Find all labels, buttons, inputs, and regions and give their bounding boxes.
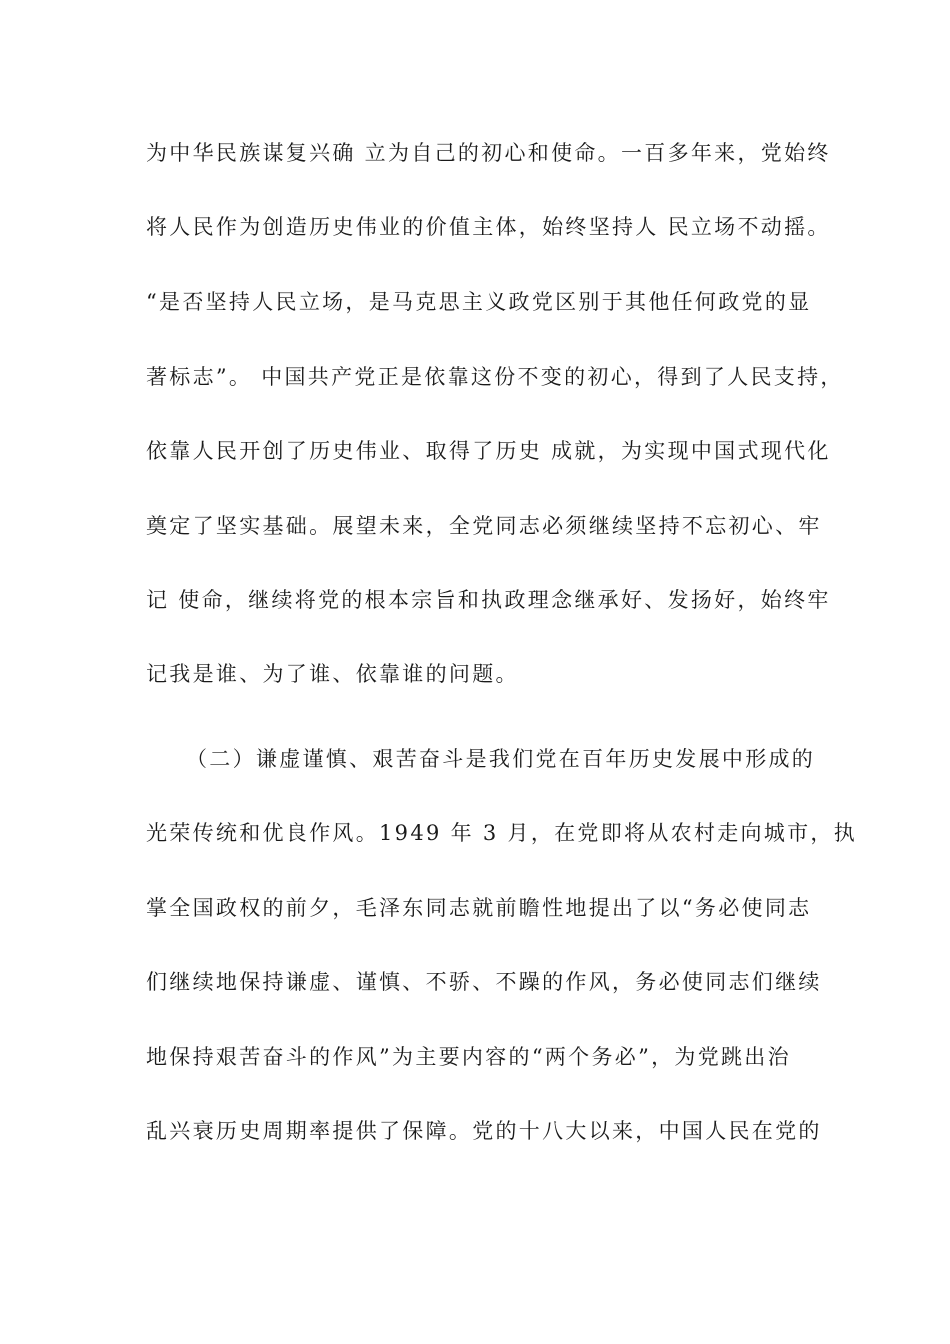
text-line: 光荣传统和优良作风。1949 年 3 月，在党即将从农村走向城市，执 — [146, 821, 858, 845]
text-line: 著标志”。 中国共产党正是依靠这份不变的初心，得到了人民支持， — [146, 365, 844, 389]
text-line: 记 使命，继续将党的根本宗旨和执政理念继承好、发扬好，始终牢 — [146, 588, 831, 612]
text-line: 将人民作为创造历史伟业的价值主体，始终坚持人 民立场不动摇。 — [146, 215, 831, 239]
text-line: 地保持艰苦奋斗的作风”为主要内容的“两个务必”，为党跳出治 — [146, 1045, 791, 1069]
text-line: 们继续地保持谦虚、谨慎、不骄、不躁的作风，务必使同志们继续 — [146, 970, 822, 994]
text-line: “是否坚持人民立场，是马克思主义政党区别于其他任何政党的显 — [146, 290, 812, 314]
paragraph-heading-line: （二）谦虚谨慎、艰苦奋斗是我们党在百年历史发展中形成的 — [186, 747, 816, 771]
text-line: 依靠人民开创了历史伟业、取得了历史 成就，为实现中国式现代化 — [146, 439, 831, 463]
text-line: 掌全国政权的前夕，毛泽东同志就前瞻性地提出了以“务必使同志 — [146, 896, 812, 920]
text-line: 为中华民族谋复兴确 立为自己的初心和使命。一百多年来，党始终 — [146, 141, 831, 165]
text-line: 记我是谁、为了谁、依靠谁的问题。 — [146, 662, 519, 686]
text-line: 乱兴衰历史周期率提供了保障。党的十八大以来，中国人民在党的 — [146, 1119, 822, 1143]
text-line: 奠定了坚实基础。展望未来，全党同志必须继续坚持不忘初心、牢 — [146, 514, 822, 538]
